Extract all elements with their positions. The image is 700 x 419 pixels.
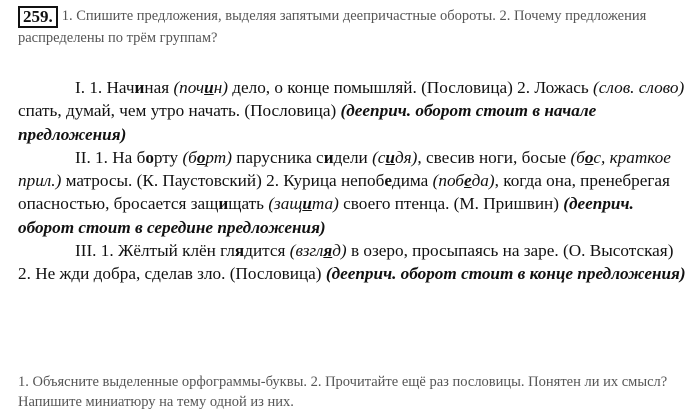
text: рт): [205, 147, 232, 167]
text: ная: [144, 78, 174, 97]
text: д): [332, 241, 347, 261]
text: щать: [228, 194, 269, 214]
text: (защ: [268, 194, 303, 214]
text: I. 1. Нач: [75, 78, 135, 97]
group-2: [18, 146, 690, 239]
text: (поб: [432, 171, 464, 191]
text: (б: [570, 147, 585, 167]
text: та): [311, 194, 339, 214]
text: рту: [153, 147, 183, 167]
text: дима: [391, 171, 433, 191]
check-word: [182, 148, 231, 167]
group-note: (дееприч. оборот стоит в конце предложения): [325, 264, 686, 284]
exercise-task: 1. Спишите предложения, выделяя запятыми деепричастные обороты. 2. Почему предложения распределены по трём группам?: [18, 8, 647, 46]
text: (с: [372, 147, 386, 167]
check-word: [173, 78, 228, 97]
text: III. 1. Жёлтый клён гл: [75, 241, 235, 261]
underlined-letter: и: [302, 194, 312, 214]
text: дя): [394, 147, 418, 167]
text: (взгл: [289, 241, 324, 261]
check-word: [433, 171, 495, 190]
text: да): [471, 171, 495, 191]
check-word: [372, 148, 417, 167]
text: своего птенца. (М. Пришвин): [338, 194, 564, 214]
highlighted-letter: и: [218, 194, 229, 214]
text: II. 1. На б: [75, 147, 146, 167]
underlined-letter: и: [385, 147, 395, 167]
group-1: [18, 76, 690, 146]
text: (поч: [173, 78, 205, 97]
text: (б: [182, 147, 197, 167]
underlined-letter: я: [323, 241, 333, 261]
text: в озеро, просыпаясь на заре. (О. Высотская) 2. Не жди добра, сделав зло. (Пословица): [18, 241, 674, 284]
highlighted-letter: и: [134, 78, 145, 97]
highlighted-letter: о: [145, 147, 154, 167]
check-word: [268, 194, 339, 213]
exercise-header: [18, 6, 688, 48]
exercise-number: 259.: [18, 6, 58, 28]
check-word: [290, 241, 347, 260]
text: , свесив ноги, босые: [417, 147, 571, 167]
group-note: (дееприч. оборот стоит в начале предложения): [18, 101, 597, 144]
text: дели: [333, 147, 373, 167]
text: матросы. (К. Паустовский) 2. Курица непоб: [61, 171, 385, 191]
highlighted-letter: и: [323, 147, 334, 167]
highlighted-letter: е: [384, 171, 392, 191]
underlined-letter: и: [204, 78, 214, 97]
underlined-letter: о: [196, 147, 206, 167]
text: дело, о конце помышляй. (Пословица) 2. Ложась: [227, 78, 594, 97]
text: н): [213, 78, 228, 97]
exercise-text: [18, 76, 690, 286]
underlined-letter: о: [584, 147, 594, 167]
text: , когда она, пренебрегая опасностью, бросается защ: [18, 171, 670, 214]
group-note: (дееприч. оборот стоит в середине предложения): [18, 194, 634, 237]
text: парусника с: [231, 147, 324, 167]
underlined-letter: е: [463, 171, 472, 191]
group-3: [18, 239, 690, 286]
highlighted-letter: я: [234, 241, 245, 261]
text: дится: [244, 241, 290, 261]
note: (слов. слово): [593, 78, 685, 97]
text: спать, думай, чем утро начать. (Пословица): [18, 101, 341, 121]
text: с, краткое прил.): [18, 147, 671, 191]
follow-up-task: 1. Объясните выделенные орфограммы-буквы. 2. Прочитайте ещё раз пословицы. Понятен ли их смысл? Напишите миниатюру на тему одной из них.: [18, 374, 668, 410]
